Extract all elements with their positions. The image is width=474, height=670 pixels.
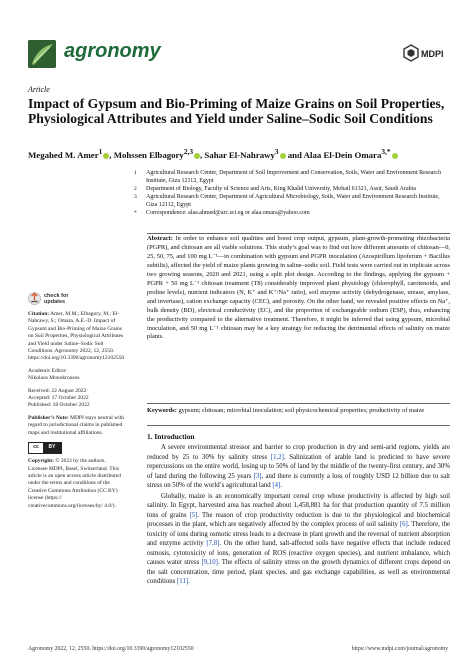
publisher-note-label: Publisher’s Note: [28,414,69,421]
academic-editor-name: Nikolaos Monokrousos [28,375,80,382]
abstract-divider [147,403,450,404]
abstract-label: Abstract: [147,235,173,242]
author-name: Sahar El-Nahrawy [204,149,275,160]
keywords [147,407,450,416]
accepted-date: Accepted: 17 October 2022 [28,395,89,402]
paragraph-text: A severe environmental stressor and barrier to crop production in dry and semi-arid regions, yields are reduced by 25 to 30% by salinity stress [147,444,450,461]
author-affil-mark: 1 [98,147,103,156]
affiliation-mark: * [134,210,137,217]
page-footer [28,646,448,652]
page-header [0,0,474,84]
paragraph-text: . [280,482,282,490]
paragraph [147,492,450,587]
affiliation-mark: 3 [134,194,137,201]
by-icon: BY [43,443,61,453]
check-for-updates-icon [28,292,41,305]
citation-link[interactable]: [6] [399,521,408,529]
cc-by-license-badge[interactable] [28,442,62,454]
paragraph [147,443,450,491]
academic-editor-block [28,368,126,383]
citation-link[interactable]: [4] [272,482,281,490]
affiliation-item [132,170,450,186]
academic-editor-label: Academic Editor: [28,367,67,374]
affiliation-item [132,210,450,218]
article-type: Article [28,85,50,94]
author-name: Megahed M. Amer [28,149,99,160]
journal-logo-icon [28,40,56,68]
paragraph-text: . The reason of crop productivity reduction is due to the physiological and biochemical processes in the plant, which are negatively affected by the complex process of soil salinity [147,511,450,529]
affiliation-item [132,194,450,210]
received-date: Received: 22 August 2022 [28,387,87,394]
check-updates-line2: updates [44,298,66,305]
citation-link[interactable]: [1,2] [270,453,284,461]
paragraph-text: . Therefore, the toxicity of ions during osmotic stress leads to a decrease in plant growth and the reversal of nutrient absorption and enzyme activity [147,521,450,548]
citation-link[interactable]: [11] [177,578,189,586]
abstract [147,235,450,342]
author-separator: , [200,149,205,160]
paragraph-text: Globally, maize is an economically important cereal crop whose productivity is affected by high soil salinity. In Egypt, harvested area has reached about 1,458,881 ha for that production quantity of 7.5 million tons of grains [147,492,450,519]
author-separator: , [109,149,114,160]
mdpi-logo [403,44,447,62]
author-affil-mark: 3 [274,147,279,156]
publisher-note-text: MDPI stays neutral with regard to jurisdictional claims in published maps and institutional affiliations. [28,414,124,436]
abstract-top-rule [147,233,450,234]
citation-link[interactable]: [7,8] [206,540,220,548]
paragraph-text: , and there is currently a loss of roughly USD 12 billion due to salt stress on 50% of the world’s agricultural land [147,472,450,490]
copyright-block [28,458,126,510]
sidebar [28,292,126,515]
citation-block [28,311,126,363]
paragraph-text: . On the other hand, salt-affected soils have negative effects that include reduced osmosis, cytotoxicity of ions, generation of ROS (reactive oxygen species), and nutrient imbalance, which causes water stress [147,540,450,567]
orcid-icon[interactable] [392,153,398,159]
journal-name: agronomy [64,40,161,62]
citation-link[interactable]: [5] [189,511,198,519]
affiliation-text: Agricultural Research Center, Department of Soil Improvement and Conservation, Soils, Water and Environment Research Institute, Giza 12112, Egypt [146,170,442,184]
citation-link[interactable]: [3] [253,472,262,480]
citation-label: Citation: [28,311,50,317]
check-updates-line1: check for [44,292,69,299]
cc-icon: cc [29,443,43,453]
paragraph-text: . Salinization of arable land is predicted to have severe repercussions on the entire world, losing up to 50% of land by the middle of the twenty-first century, and 30% of land during the following 25 years [147,453,451,480]
footer-citation: Agronomy 2022, 12, 2550. https://doi.org/10.3390/agronomy12102550 [28,646,194,652]
author-list [28,147,448,160]
check-for-updates-button[interactable] [28,292,126,305]
affiliation-text: Department of Biology, Faculty of Science and Arts, King Khalid University, Mohail 61321, Assir, Saudi Arabia [146,185,416,192]
dates-block [28,388,126,410]
affiliation-text: Agricultural Research Center, Department of Agricultural Microbiology, Soils, Water and Environment Research Institute, Giza 12112, Egypt [146,194,440,208]
copyright-text: © 2022 by the authors. Licensee MDPI, Basel, Switzerland. This article is an open access article distributed under the terms and conditions of the Creative Commons Attribution (CC BY) license (https:// creativecommons.org/licenses/by/ 4.0/). [28,458,121,509]
author-affil-mark: 3,* [381,147,391,156]
author-name: Alaa El-Dein Omara [303,149,382,160]
footer-journal-url[interactable]: https://www.mdpi.com/journal/agronomy [351,646,448,652]
article-title: Impact of Gypsum and Bio-Priming of Maize Grains on Soil Properties, Physiological Attributes and Yield under Saline–Sodic Soil Conditions [28,96,445,126]
author-name: Mohssen Elbagory [113,149,184,160]
paragraph-text: . The effects of salinity stress on the growth dynamics of different crops depend on the salt concentration, time period, plant species, and gas exchange capabilities, as well as environmental conditions [147,559,450,586]
keywords-text: gypsum; chitosan; microbial inoculation; soil physicochemical properties; productivity of maize [178,407,425,414]
author-conjunction: and [285,149,304,160]
citation-text: Amer, M.M.; Elbagory, M.; El-Nahrawy, S.; Omara, A.E.-D. Impact of Gypsum and Bio-Priming of Maize Grains on Soil Properties, Physiological Attributes and Yield under Saline–Sodic Soil Conditions. Agronomy 2022, 12, 2550. https://doi.org/10.3390/agronomy12102550 [28,311,125,362]
abstract-text: In order to enhance soil qualities and boost crop output, gypsum, plant-growth-promoting rhizobacteria (PGPR), and chitosan are all viable solutions. This study’s goal was to find out how different amounts of chitosan—0, 25, 50, 75, and 100 mg L⁻¹—in combination with gypsum and PGPR inoculation (Azospirillum lipoferum + Bacillus subtilis), affected the yield of maize plants growing in saline–sodic soil. Field tests were carried out in triplicate across two growing seasons, 2020 and 2021, using a split plot design. According to the findings, applying the gypsum + PGPR + 50 mg L⁻¹ chitosan treatment (T8) considerably improved plant physiology (chlorophyll, carotenoids, and proline levels), nutrient indicators (N, K⁺ and K⁺/Na⁺ ratio), soil enzyme activity (dehydrogenase, urease, amylase, and invertase), cation exchange capacity (CEC), and porosity. On the other hand, we revealed positive effects on Na⁺, bulk density (BD), electrical conductivity (EC), and the proportion of exchangeable sodium (ESP), thus, enhancing the productivity compared to the alternative treatment. Therefore, it might be inferred that using gypsum, microbial inoculation, and 50 mg L⁻¹ chitosan may be a key strategy for reducing the detrimental effects of salinity on maize plants. [147,235,450,341]
keywords-bottom-rule [147,425,450,426]
paragraph-text: . [188,578,190,586]
introduction-body [147,443,450,588]
affiliation-mark: 1 [134,170,137,176]
affiliation-item [132,186,450,194]
mdpi-logo-text: MDPI [421,49,444,59]
affiliation-mark: 2 [134,185,137,192]
publisher-note [28,415,126,437]
copyright-label: Copyright: [28,458,54,465]
keywords-label: Keywords: [147,407,177,414]
affiliation-list [132,170,450,218]
author-affil-mark: 2,3 [183,147,193,156]
published-date: Published: 18 October 2022 [28,402,90,409]
section-heading-introduction: 1. Introduction [147,432,195,441]
citation-link[interactable]: [9,10] [201,559,218,567]
correspondence-text[interactable]: Correspondence: alaa.ahmed@arc.sci.eg or alaa.omara@yahoo.com [146,210,310,217]
